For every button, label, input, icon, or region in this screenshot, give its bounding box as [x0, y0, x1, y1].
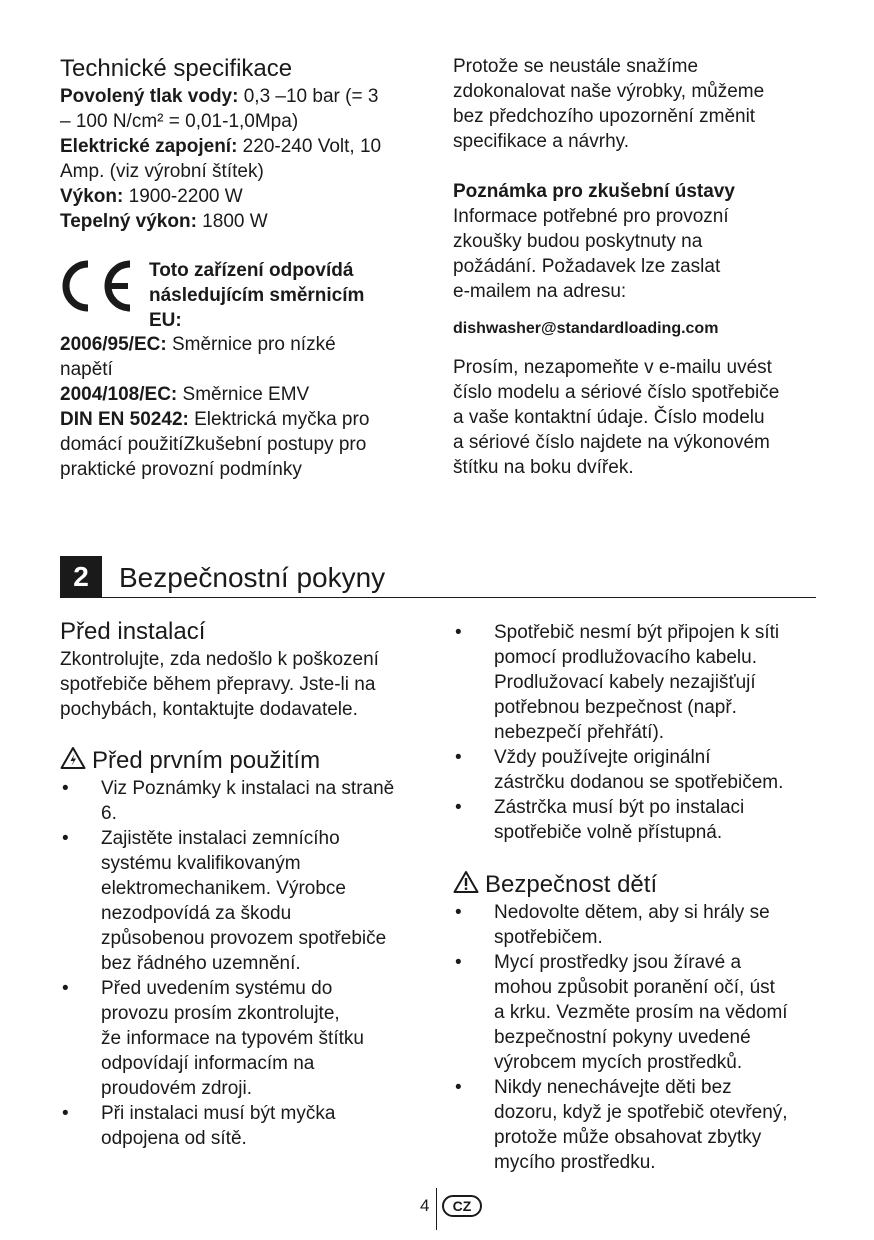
- child-safety: [453, 870, 848, 1175]
- list-item: • Nedovolte dětem, aby si hrály se spotřebičem.: [455, 902, 770, 948]
- list-item: • Viz Poznámky k instalaci na straně 6.: [62, 778, 395, 824]
- email-instructions: Prosím, nezapomeňte v e-mailu uvést číslo modelu a sériové číslo spotřebiče a vaše kontaktní údaje. Číslo modelu a sériové číslo najdete na výkonovém štítku na boku dvířek.: [453, 357, 780, 478]
- tech-specs-heading: Technické specifikace: [60, 55, 293, 82]
- list-item: • Zástrčka musí být po instalaci spotřebiče volně přístupná.: [455, 797, 745, 843]
- testing-institutes-note: Poznámka pro zkušební ústavy Informace potřebné pro provozní zkoušky budou poskytnuty na požádání. Požadavek lze zaslat e-mailem na adresu:: [453, 179, 843, 304]
- tech-line-pressure-cont: – 100 N/cm² = 0,01-1,0Mpa): [60, 111, 299, 132]
- list-item: • Spotřebič nesmí být připojen k síti pomocí prodlužovacího kabelu. Prodlužovací kabely nezajišťují potřebnou bezpečnost (např. nebezpečí přehřátí).: [455, 622, 780, 743]
- before-first-use-heading: Před prvním použitím: [60, 746, 435, 776]
- improvement-note: Protože se neustále snažíme zdokonalovat naše výrobky, můžeme bez předchozího upozornění změnit specifikace a návrhy.: [453, 56, 765, 152]
- child-safety-list: [453, 900, 848, 1175]
- list-item: • Vždy používejte originální zástrčku dodanou se spotřebičem.: [455, 747, 784, 793]
- list-item: • Zajistěte instalaci zemnícího systému kvalifikovaným elektromechanikem. Výrobce nezodpovídá za škodu způsobenou provozem spotřebiče bez řádného uzemnění.: [62, 828, 387, 974]
- section-number-box: [60, 556, 102, 598]
- ce-statement: Toto zařízení odpovídá následujícím směrnicím EU:: [149, 260, 365, 331]
- section-title: Bezpečnostní pokyny: [119, 562, 386, 593]
- tech-line-power: Výkon: 1900-2200 W: [60, 186, 243, 207]
- list-item: • Nikdy nenechávejte děti bez dozoru, když je spotřebič otevřený, protože může obsahovat zbytky mycího prostředku.: [455, 1077, 788, 1173]
- page-number: 4: [420, 1196, 430, 1215]
- before-first-use-list: [60, 776, 435, 1151]
- note-heading: Poznámka pro zkušební ústavy: [453, 181, 735, 202]
- section-divider: [60, 597, 816, 598]
- before-installation: Před instalací Zkontrolujte, zda nedošlo k poškození spotřebiče během přepravy. Jste-li na pochybách, kontaktujte dodavatele.: [60, 617, 440, 722]
- section-number: 2: [73, 561, 89, 592]
- list-item: • Při instalaci musí být myčka odpojena od sítě.: [62, 1103, 336, 1149]
- before-first-use: [60, 746, 435, 1151]
- contact-email: dishwasher@standardloading.com: [453, 320, 719, 337]
- list-item: • Před uvedením systému do provozu prosím zkontrolujte, že informace na typovém štítku odpovídají informacím na proudovém zdroji.: [62, 978, 364, 1099]
- tech-line-pressure: Povolený tlak vody: 0,3 –10 bar (= 3: [60, 86, 379, 107]
- footer-divider: [436, 1188, 437, 1230]
- language-badge: CZ: [442, 1195, 482, 1217]
- warning-icon: [60, 746, 86, 770]
- list-item: • Mycí prostředky jsou žíravé a mohou způsobit poranění očí, úst a krku. Vezměte prosím na vědomí bezpečnostní pokyny uvedené výrobcem mycích prostředků.: [455, 952, 788, 1073]
- tech-specs: [60, 54, 440, 234]
- tech-line-electric: Elektrické zapojení: 220-240 Volt, 10: [60, 136, 382, 157]
- electrical-safety: [453, 620, 848, 845]
- electrical-safety-list: [453, 620, 848, 845]
- before-installation-heading: Před instalací: [60, 618, 206, 645]
- child-safety-heading: Bezpečnost dětí: [453, 870, 848, 900]
- tech-line-heat: Tepelný výkon: 1800 W: [60, 211, 268, 232]
- tech-line-electric-cont: Amp. (viz výrobní štítek): [60, 161, 264, 182]
- warning-icon: [453, 870, 479, 894]
- ce-mark-icon: [60, 258, 134, 314]
- directives: 2006/95/EC: Směrnice pro nízké napětí 2004/108/EC: Směrnice EMV DIN EN 50242: Elektrická myčka pro domácí použitíZkušební postupy pro praktické provozní podmínky: [60, 334, 370, 480]
